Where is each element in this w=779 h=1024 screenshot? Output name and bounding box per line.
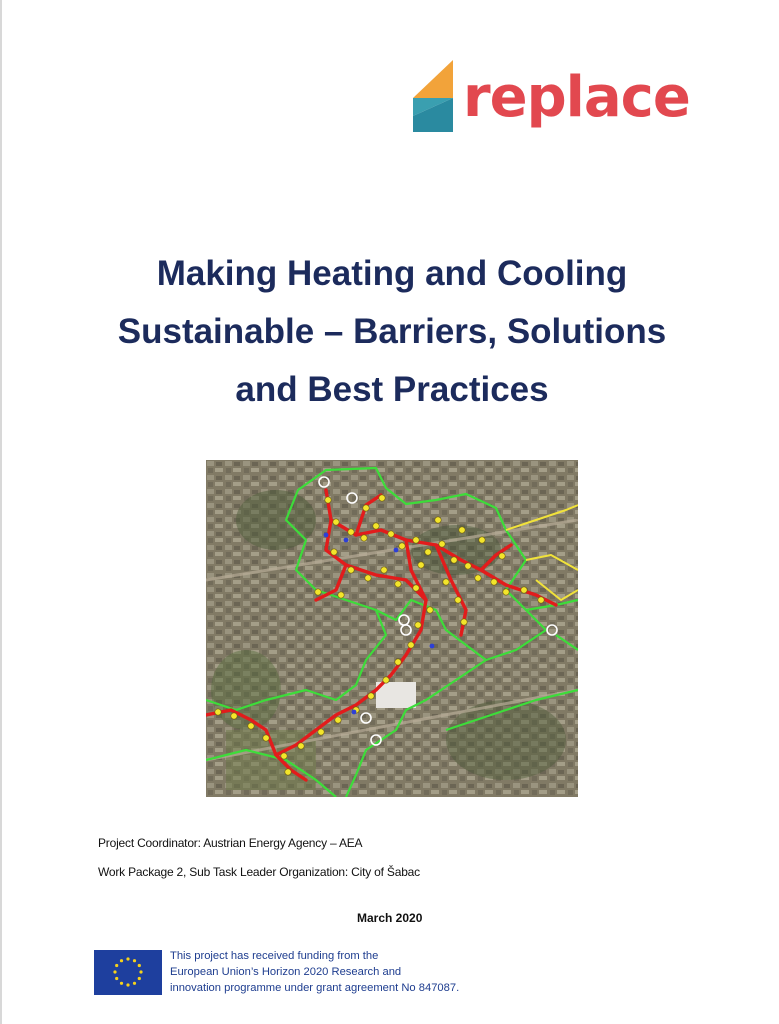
funding-line-3: innovation programme under grant agreement No 847087.: [170, 982, 460, 994]
project-coordinator: Project Coordinator: Austrian Energy Agency – AEA: [98, 836, 363, 850]
replace-logo-text: replace: [463, 65, 690, 130]
funding-line-2: European Union’s Horizon 2020 Research and: [170, 966, 402, 978]
replace-logo-mark-icon: [407, 60, 459, 134]
funding-statement: [170, 948, 500, 996]
publication-date: March 2020: [357, 911, 423, 925]
cover-map-image: [206, 460, 578, 797]
title-line-1: Making Heating and Cooling: [156, 254, 628, 293]
funding-line-1: This project has received funding from the: [170, 950, 379, 962]
eu-flag-icon: [94, 950, 162, 995]
title-line-3: and Best Practices: [235, 370, 549, 409]
work-package: Work Package 2, Sub Task Leader Organization: City of Šabac: [98, 865, 420, 879]
title-line-2: Sustainable – Barriers, Solutions: [117, 312, 667, 351]
document-title: [62, 245, 722, 419]
replace-logo: [407, 58, 690, 138]
